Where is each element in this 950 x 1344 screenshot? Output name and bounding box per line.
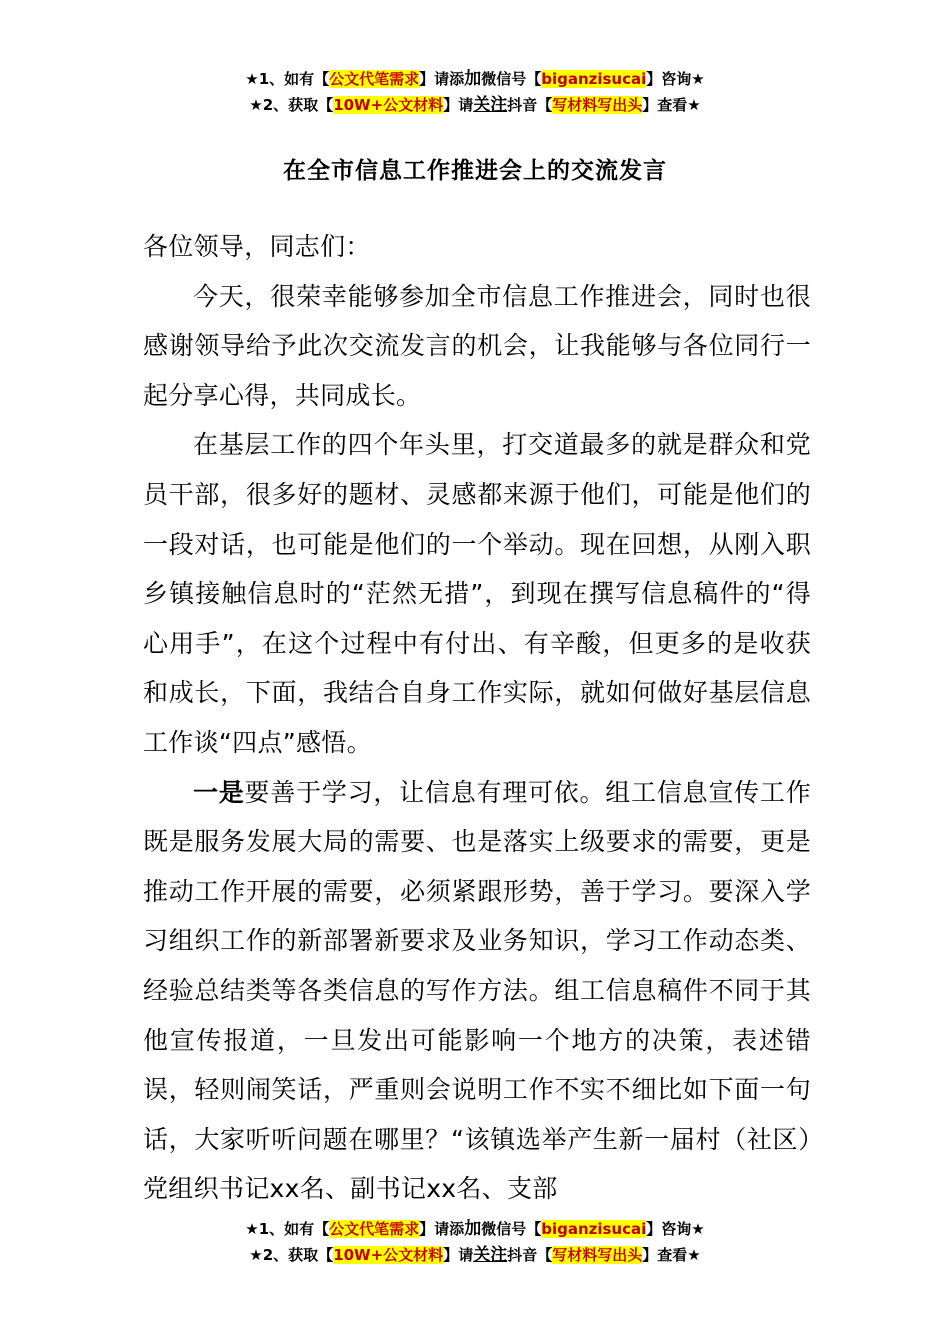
footer-banner	[0, 1216, 950, 1268]
header-banner	[0, 66, 950, 118]
banner-highlight-service: 公文代笔需求	[329, 70, 420, 88]
document-body	[143, 222, 811, 1214]
banner-highlight-materials: 10W+公文材料	[333, 96, 444, 114]
paragraph-2: 在基层工作的四个年头里，打交道最多的就是群众和党员干部，很多好的题材、灵感都来源于他们，可能是他们的一段对话，也可能是他们的一个举动。现在回想，从刚入职乡镇接触信息时的“茫然无措”，到现在撰写信息稿件的“得心用手”，在这个过程中有付出、有辛酸，但更多的是收获和成长，下面，我结合自身工作实际，就如何做好基层信息工作谈“四点”感悟。	[143, 430, 811, 757]
footer-banner-line-2: ★2、获取【10W+公文材料】请关注抖音【写材料写出头】查看★	[249, 1245, 701, 1265]
document-title: 在全市信息工作推进会上的交流发言	[283, 158, 667, 184]
banner-highlight-douyin: 写材料写出头	[552, 96, 643, 114]
salutation: 各位领导，同志们：	[143, 232, 371, 261]
paragraph-3-lead: 一是	[193, 777, 245, 807]
banner-line-1: ★1、如有【公文代笔需求】请添加微信号【biganzisucai】咨询★	[245, 69, 705, 89]
paragraph-3	[143, 768, 811, 1214]
banner-highlight-wechat-id: biganzisucai	[541, 70, 647, 88]
footer-banner-line-1: ★1、如有【公文代笔需求】请添加微信号【biganzisucai】咨询★	[245, 1219, 705, 1239]
paragraph-3-text: 要善于学习，让信息有理可依。组工信息宣传工作既是服务发展大局的需要、也是落实上级要求的需要，更是推动工作开展的需要，必须紧跟形势，善于学习。要深入学习组织工作的新部署新要求及业务知识，学习工作动态类、经验总结类等各类信息的写作方法。组工信息稿件不同于其他宣传报道，一旦发出可能影响一个地方的决策，表述错误，轻则闹笑话，严重则会说明工作不实不细比如下面一句话，大家听听问题在哪里？“该镇选举产生新一届村（社区）党组织书记xx名、副书记xx名、支部	[143, 777, 811, 1204]
banner-line-2: ★2、获取【10W+公文材料】请关注抖音【写材料写出头】查看★	[249, 95, 701, 115]
paragraph-1: 今天，很荣幸能够参加全市信息工作推进会，同时也很感谢领导给予此次交流发言的机会，让我能够与各位同行一起分享心得，共同成长。	[143, 281, 811, 410]
